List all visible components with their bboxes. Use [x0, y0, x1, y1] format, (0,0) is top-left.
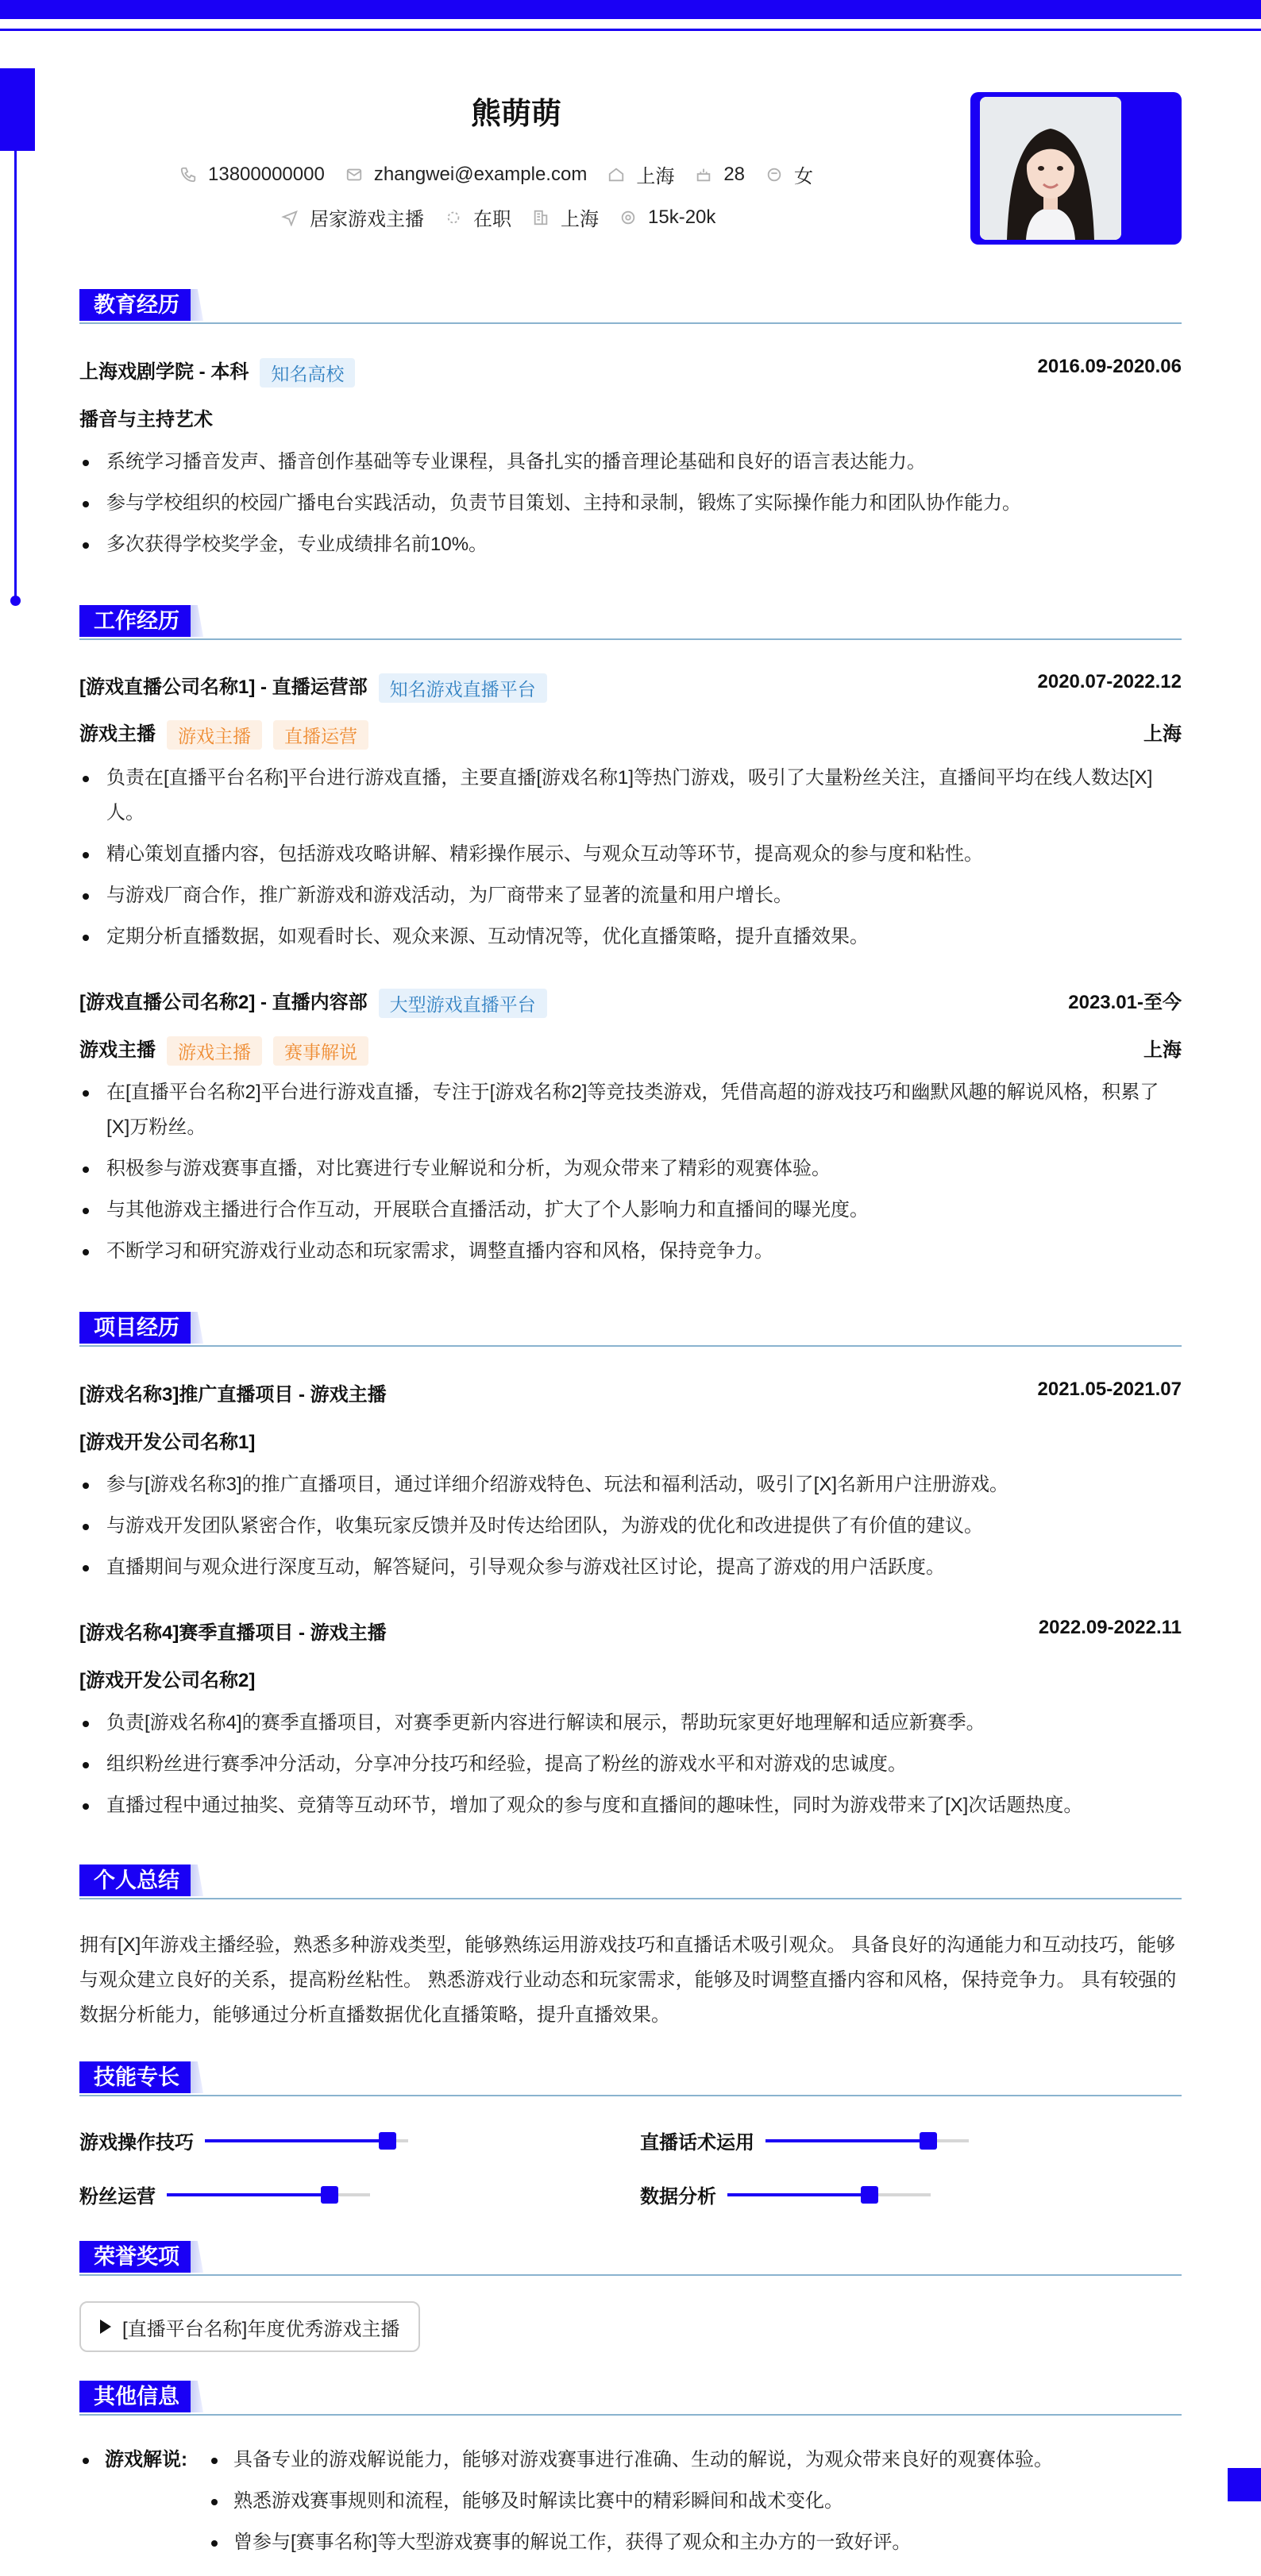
- mail-icon: [345, 166, 363, 183]
- section-title: 工作经历: [79, 605, 194, 637]
- project-1-bullets: [79, 1467, 1182, 1591]
- section-header-education: [79, 289, 1182, 324]
- section-rule: [79, 638, 1182, 640]
- education-bullets: [79, 445, 1182, 569]
- profile-photo: [980, 97, 1121, 240]
- city-text: 上海: [636, 166, 675, 187]
- section-rule: [79, 1898, 1182, 1899]
- cake-icon: [695, 166, 712, 183]
- list-item: 参与学校组织的校园广播电台实践活动，负责节目策划、主持和录制，锻炼了实际操作能力和团队协作能力。: [79, 486, 1182, 521]
- company-name: [游戏直播公司名称2] - 直播内容部: [79, 992, 368, 1013]
- gender-icon: [765, 166, 783, 183]
- list-item: 与其他游戏主播进行合作互动，开展联合直播活动，扩大了个人影响力和直播间的曝光度。: [79, 1193, 1182, 1228]
- work-2-role-row: [79, 1034, 1182, 1066]
- project-2-bullets: [79, 1706, 1182, 1830]
- coin-icon: [619, 209, 637, 226]
- list-item: 多次获得学校奖学金，专业成绩排名前10%。: [79, 527, 1182, 562]
- section-title-decoration: [191, 2381, 203, 2412]
- list-item: 与游戏厂商合作，推广新游戏和游戏活动，为厂商带来了显著的流量和用户增长。: [79, 878, 1182, 913]
- skill-name: 粉丝运营: [79, 2186, 156, 2208]
- role-tag: 游戏主播: [167, 720, 262, 750]
- summary-text: 拥有[X]年游戏主播经验，熟悉多种游戏类型，能够熟练运用游戏技巧和直播话术吸引观众。 具备良好的沟通能力和互动技巧，能够与观众建立良好的关系，提高粉丝粘性。 熟悉游戏行业动态和玩家需求，能够及时调整直播内容和风格，保持竞争力。 具有较强的数据分析能力，能够通过分析直播数据优化直播策略，提升直播效果。: [79, 1934, 1177, 2026]
- list-item: 定期分析直播数据，如观看时长、观众来源、互动情况等，优化直播策略，提升直播效果。: [79, 920, 1182, 954]
- skill-bar-fill: [167, 2193, 330, 2196]
- list-item: 具备专业的游戏解说能力，能够对游戏赛事进行准确、生动的解说，为观众带来良好的观赛体验。: [210, 2443, 1163, 2478]
- role-name: 游戏主播: [79, 723, 156, 745]
- education-period: 2016.09-2020.06: [1037, 356, 1182, 377]
- other-label: 游戏解说:: [79, 2443, 187, 2478]
- work-1-bullets: [79, 761, 1182, 961]
- age-item: [695, 164, 745, 186]
- skill-bar: [727, 2193, 931, 2196]
- project-1-heading: [79, 1379, 1182, 1406]
- section-title-decoration: [191, 605, 203, 637]
- project-title: [游戏名称4]赛季直播项目 - 游戏主播: [79, 1622, 387, 1644]
- skill-bar-knob: [861, 2186, 878, 2204]
- skill-bar-fill: [727, 2193, 870, 2196]
- project-company: [游戏开发公司名称1]: [79, 1432, 256, 1453]
- award-text: [直播平台名称]年度优秀游戏主播: [122, 2318, 400, 2340]
- work-1-heading: [79, 671, 1182, 703]
- salary-text: 15k-20k: [648, 206, 716, 228]
- section-title: 项目经历: [79, 1312, 194, 1344]
- role-tag: 游戏主播: [167, 1036, 262, 1066]
- section-title-decoration: [191, 2061, 203, 2093]
- email-text: zhangwei@example.com: [373, 163, 588, 185]
- skill-bar: [167, 2193, 370, 2196]
- work-period: 2020.07-2022.12: [1037, 671, 1182, 692]
- company-tag: 知名游戏直播平台: [379, 673, 547, 703]
- section-rule: [79, 1345, 1182, 1347]
- section-title: 荣誉奖项: [79, 2241, 194, 2273]
- school-name: 上海戏剧学院 - 本科: [79, 361, 249, 383]
- role-tag: 赛事解说: [273, 1036, 368, 1066]
- list-item: 直播期间与观众进行深度互动，解答疑问，引导观众参与游戏社区讨论，提高了游戏的用户活跃度。: [79, 1550, 1182, 1585]
- list-item: 直播过程中通过抽奖、竞猜等互动环节，增加了观众的参与度和直播间的趣味性，同时为游戏带来了[X]次话题热度。: [79, 1788, 1182, 1823]
- target-city-item: [532, 203, 599, 231]
- job-target-text: 居家游戏主播: [310, 209, 424, 230]
- project-company: [游戏开发公司名称2]: [79, 1670, 256, 1691]
- section-title: 个人总结: [79, 1865, 194, 1896]
- side-accent-line: [14, 151, 17, 600]
- send-icon: [281, 209, 299, 226]
- list-item: 负责[游戏名称4]的赛季直播项目，对赛季更新内容进行解读和展示，帮助玩家更好地理解和适应新赛季。: [79, 1706, 1182, 1741]
- work-2-heading: [79, 986, 1182, 1018]
- building-icon: [532, 209, 550, 226]
- skill-item: [640, 2181, 931, 2208]
- other-bullets: [210, 2443, 1163, 2566]
- work-period: 2023.01-至今: [1068, 992, 1182, 1013]
- section-header-work: [79, 605, 1182, 640]
- status-text: 在职: [473, 209, 511, 230]
- education-heading: [79, 356, 1182, 388]
- list-item: 不断学习和研究游戏行业动态和玩家需求，调整直播内容和风格，保持竞争力。: [79, 1234, 1182, 1269]
- contact-row: [179, 160, 834, 188]
- status-icon: [445, 209, 462, 226]
- email-item: [345, 164, 588, 186]
- list-item: 组织粉丝进行赛季冲分活动，分享冲分技巧和经验，提高了粉丝的游戏水平和对游戏的忠诚度。: [79, 1747, 1182, 1782]
- list-item: 积极参与游戏赛事直播，对比赛进行专业解说和分析，为观众带来了精彩的观赛体验。: [79, 1151, 1182, 1186]
- section-title-decoration: [191, 1312, 203, 1344]
- skill-item: [79, 2127, 408, 2154]
- section-header-projects: [79, 1312, 1182, 1347]
- work-location: 上海: [1143, 1039, 1182, 1061]
- section-title: 教育经历: [79, 289, 194, 321]
- project-period: 2022.09-2022.11: [1038, 1617, 1182, 1638]
- section-header-summary: [79, 1865, 1182, 1899]
- list-item: 曾参与[赛事名称]等大型游戏赛事的解说工作，获得了观众和主办方的一致好评。: [210, 2525, 1163, 2560]
- list-item: 在[直播平台名称2]平台进行游戏直播，专注于[游戏名称2]等竞技类游戏，凭借高超的游戏技巧和幽默风趣的解说风格，积累了[X]万粉丝。: [79, 1075, 1182, 1145]
- section-title-decoration: [191, 2241, 203, 2273]
- age-text: 28: [723, 163, 746, 185]
- top-accent-bar: [0, 0, 1261, 19]
- gender-text: 女: [794, 166, 814, 187]
- top-accent-line: [0, 29, 1261, 31]
- work-2-bullets: [79, 1075, 1182, 1275]
- skill-bar-knob: [321, 2186, 338, 2204]
- skill-bar-fill: [205, 2139, 388, 2142]
- school-tag: 知名高校: [260, 358, 355, 388]
- skill-bar: [765, 2139, 969, 2142]
- role-tag: 直播运营: [273, 720, 368, 750]
- role-name: 游戏主播: [79, 1039, 156, 1061]
- skill-name: 直播话术运用: [640, 2132, 754, 2154]
- company-name: [游戏直播公司名称1] - 直播运营部: [79, 677, 368, 698]
- project-2-heading: [79, 1617, 1182, 1645]
- side-accent-block: [0, 68, 35, 151]
- work-location: 上海: [1143, 723, 1182, 745]
- skill-name: 数据分析: [640, 2186, 716, 2208]
- corner-accent-block: [1228, 2468, 1261, 2501]
- section-title: 其他信息: [79, 2381, 194, 2412]
- list-item: 与游戏开发团队紧密合作，收集玩家反馈并及时传达给团队，为游戏的优化和改进提供了有价值的建议。: [79, 1509, 1182, 1544]
- section-header-skills: [79, 2061, 1182, 2096]
- work-1-role-row: [79, 718, 1182, 750]
- skill-bar: [205, 2139, 408, 2142]
- award-item[interactable]: [79, 2301, 420, 2352]
- skill-bar-knob: [920, 2132, 937, 2150]
- section-rule: [79, 2095, 1182, 2096]
- job-intent-row: [281, 203, 736, 231]
- target-city-text: 上海: [561, 209, 599, 230]
- list-item: 负责在[直播平台名称]平台进行游戏直播，主要直播[游戏名称1]等热门游戏，吸引了大量粉丝关注，直播间平均在线人数达[X]人。: [79, 761, 1182, 831]
- project-title: [游戏名称3]推广直播项目 - 游戏主播: [79, 1384, 387, 1406]
- section-header-honors: [79, 2241, 1182, 2276]
- list-item: 精心策划直播内容，包括游戏攻略讲解、精彩操作展示、与观众互动等环节，提高观众的参与度和粘性。: [79, 837, 1182, 872]
- company-tag: 大型游戏直播平台: [379, 989, 547, 1018]
- home-icon: [607, 166, 625, 183]
- skill-item: [640, 2127, 969, 2154]
- section-rule: [79, 322, 1182, 324]
- gender-item: [765, 160, 813, 188]
- section-title-decoration: [191, 289, 203, 321]
- skill-name: 游戏操作技巧: [79, 2132, 194, 2154]
- section-title-decoration: [191, 1865, 203, 1896]
- section-rule: [79, 2414, 1182, 2416]
- salary-item: [619, 206, 715, 229]
- section-rule: [79, 2274, 1182, 2276]
- status-item: [445, 203, 511, 231]
- project-period: 2021.05-2021.07: [1037, 1379, 1182, 1400]
- phone-icon: [179, 166, 197, 183]
- city-item: [607, 160, 674, 188]
- job-target-item: [281, 203, 424, 231]
- phone-item: [179, 164, 325, 186]
- major-name: 播音与主持艺术: [79, 409, 213, 430]
- section-title: 技能专长: [79, 2061, 194, 2093]
- skill-bar-knob: [379, 2132, 396, 2150]
- play-icon: [100, 2320, 111, 2334]
- candidate-name: 熊萌萌: [470, 98, 561, 131]
- section-header-other: [79, 2381, 1182, 2416]
- list-item: 熟悉游戏赛事规则和流程，能够及时解读比赛中的精彩瞬间和战术变化。: [210, 2484, 1163, 2519]
- list-item: 系统学习播音发声、播音创作基础等专业课程，具备扎实的播音理论基础和良好的语言表达能力。: [79, 445, 1182, 480]
- list-item: 参与[游戏名称3]的推广直播项目，通过详细介绍游戏特色、玩法和福利活动，吸引了[X]名新用户注册游戏。: [79, 1467, 1182, 1502]
- skill-item: [79, 2181, 370, 2208]
- skill-bar-fill: [765, 2139, 928, 2142]
- phone-text: 13800000000: [208, 163, 325, 185]
- side-accent-dot: [10, 596, 21, 606]
